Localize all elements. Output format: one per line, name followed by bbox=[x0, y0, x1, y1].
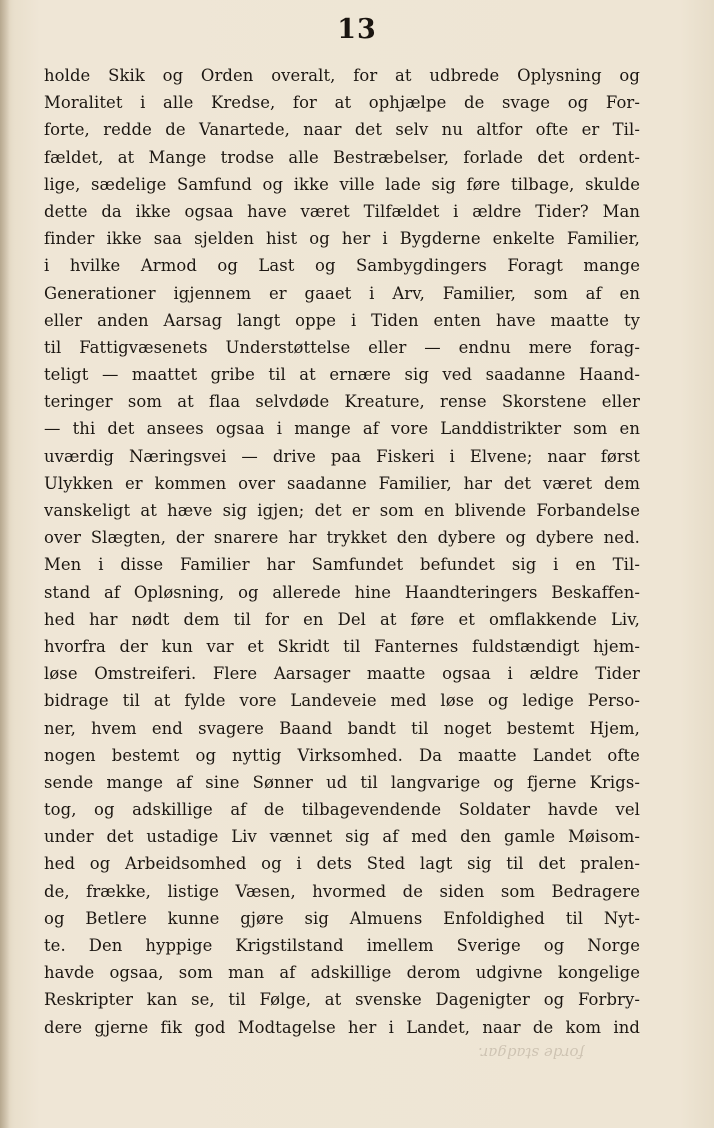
text-line: til Fattigvæsenets Understøttelse eller — endnu mere forag- bbox=[44, 337, 640, 357]
text-line: vanskeligt at hæve sig igjen; det er som en blivende Forbandelse bbox=[44, 501, 640, 520]
text-line: under det ustadige Liv vænnet sig af med den gamle Møisom- bbox=[44, 827, 640, 847]
text-line: te. Den hyppige Krigstilstand imellem Sverige og Norge bbox=[44, 936, 640, 955]
text-line: lige, sædelige Samfund og ikke ville lade sig føre tilbage, skulde bbox=[44, 174, 640, 194]
text-line: stand af Opløsning, og allerede hine Haandteringers Beskaffen- bbox=[44, 582, 640, 602]
text-line: nogen bestemt og nyttig Virksomhed. Da maatte Landet ofte bbox=[44, 745, 640, 765]
text-line: dette da ikke ogsaa have været Tilfældet i ældre Tider? Man bbox=[44, 201, 640, 221]
text-line: Generationer igjennem er gaaet i Arv, Familier, som af en bbox=[44, 283, 640, 303]
text-line: finder ikke saa sjelden hist og her i Bygderne enkelte Familier, bbox=[44, 229, 640, 249]
text-line: holde Skik og Orden overalt, for at udbrede Oplysning og bbox=[44, 66, 640, 85]
text-line: fældet, at Mange trodse alle Bestræbelser, forlade det ordent- bbox=[44, 147, 640, 167]
body-text bbox=[44, 62, 640, 1041]
text-line: teligt — maattet gribe til at ernære sig ved saadanne Haand- bbox=[44, 365, 640, 385]
text-line: Men i disse Familier har Samfundet befundet sig i en Til- bbox=[44, 555, 640, 575]
text-line: forte, redde de Vanartede, naar det selv nu altfor ofte er Til- bbox=[44, 120, 640, 140]
text-line: Ulykken er kommen over saadanne Familier, har det været dem bbox=[44, 473, 640, 493]
text-line: bidrage til at fylde vore Landeveie med løse og ledige Perso- bbox=[44, 691, 640, 711]
text-line: Moralitet i alle Kredse, for at ophjælpe de svage og For- bbox=[44, 93, 640, 113]
text-line: teringer som at flaa selvdøde Kreature, rense Skorstene eller bbox=[44, 392, 640, 412]
text-line: uværdig Næringsvei — drive paa Fiskeri i Elvene; naar først bbox=[44, 446, 640, 466]
text-line: — thi det ansees ogsaa i mange af vore Landdistrikter som en bbox=[44, 419, 640, 439]
gutter-shadow bbox=[0, 0, 10, 1128]
text-line: ner, hvem end svagere Baand bandt til noget bestemt Hjem, bbox=[44, 718, 640, 738]
text-line: over Slægten, der snarere har trykket den dybere og dybere ned. bbox=[44, 528, 640, 548]
text-line: dere gjerne fik god Modtagelse her i Landet, naar de kom ind bbox=[44, 1017, 640, 1037]
text-line: hvorfra der kun var et Skridt til Fanternes fuldstændigt hjem- bbox=[44, 636, 640, 656]
text-line: eller anden Aarsag langt oppe i Tiden enten have maatte ty bbox=[44, 310, 640, 330]
text-line: de, frække, listige Væsen, hvormed de siden som Bedragere bbox=[44, 881, 640, 901]
bleed-through-text: forde stadgar. bbox=[478, 1044, 585, 1062]
text-line: hed og Arbeidsomhed og i dets Sted lagt sig til det pralen- bbox=[44, 854, 640, 874]
text-line: havde ogsaa, som man af adskillige derom udgivne kongelige bbox=[44, 963, 640, 983]
text-line: tog, og adskillige af de tilbagevendende Soldater havde vel bbox=[44, 800, 640, 820]
text-line: og Betlere kunne gjøre sig Almuens Enfoldighed til Nyt- bbox=[44, 908, 640, 928]
text-line: hed har nødt dem til for en Del at føre et omflakkende Liv, bbox=[44, 609, 640, 629]
text-line: sende mange af sine Sønner ud til langvarige og fjerne Krigs- bbox=[44, 772, 640, 792]
text-line: i hvilke Armod og Last og Sambygdingers Foragt mange bbox=[44, 256, 640, 276]
text-line: løse Omstreiferi. Flere Aarsager maatte ogsaa i ældre Tider bbox=[44, 664, 640, 684]
page-number: 13 bbox=[337, 14, 377, 45]
text-line: Reskripter kan se, til Følge, at svenske Dagenigter og Forbry- bbox=[44, 990, 640, 1010]
